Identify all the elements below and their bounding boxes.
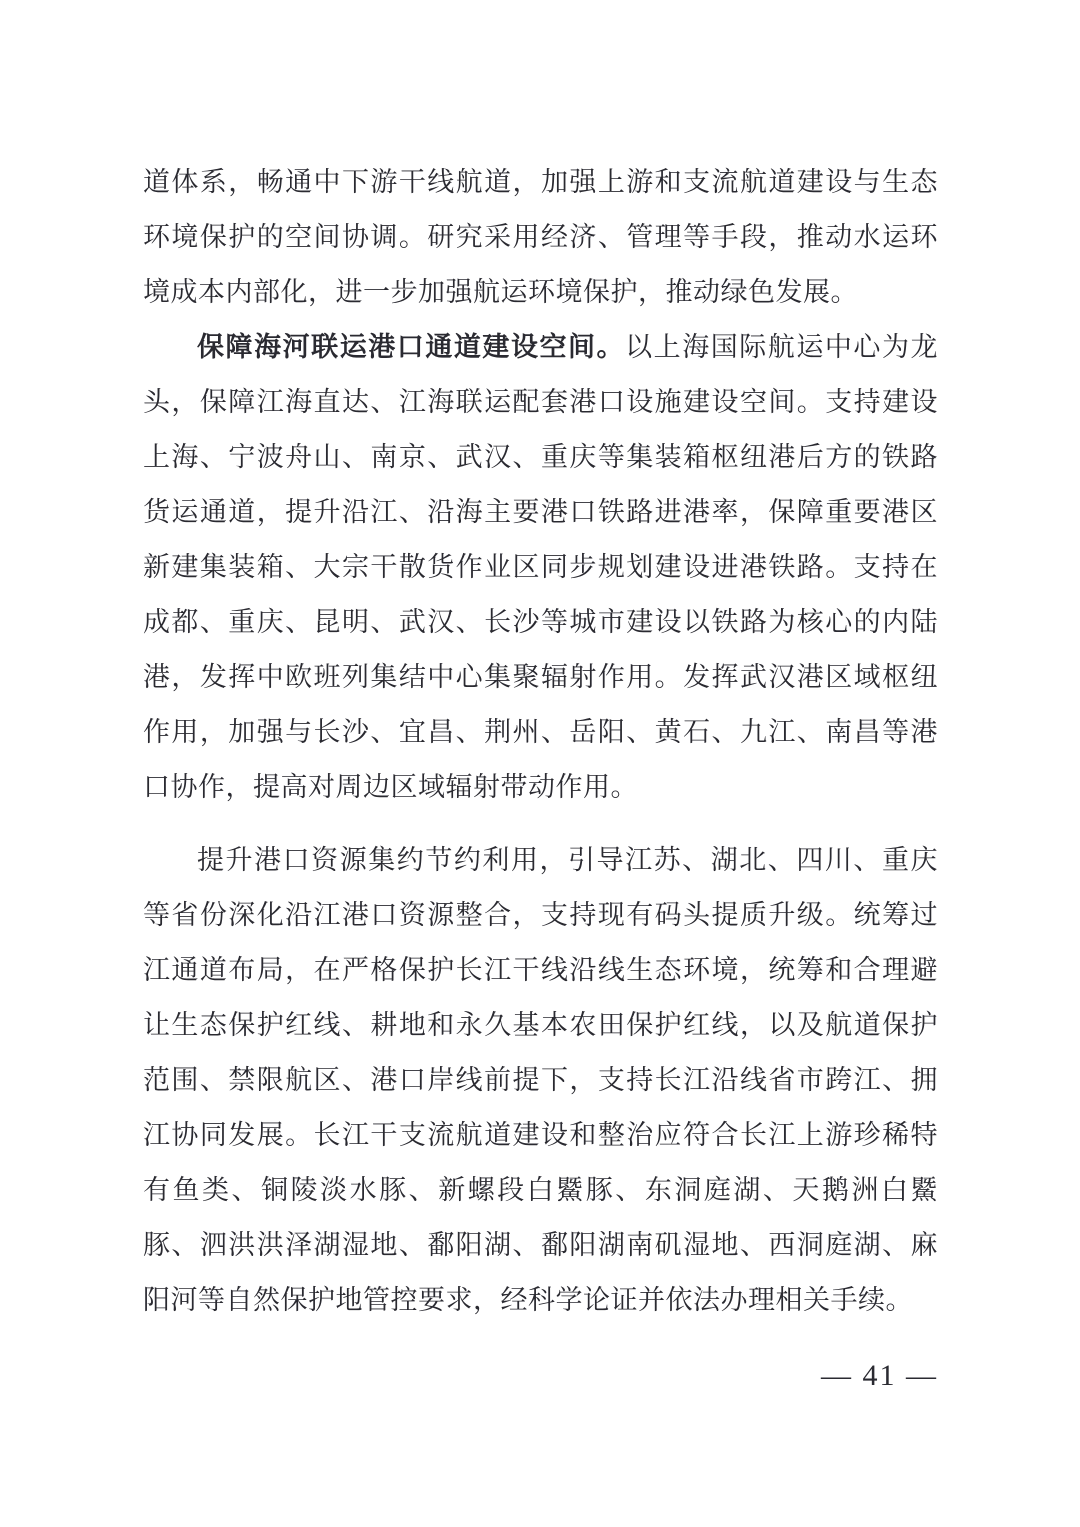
page-number: — 41 — xyxy=(821,1359,938,1392)
paragraph-text: 提升港口资源集约节约利用，引导江苏、湖北、四川、重庆等省份深化沿江港口资源整合，支持现有码头提质升级。统筹过江通道布局，在严格保护长江干线沿线生态环境，统筹和合理避让生态保护红线、耕地和永久基本农田保护红线，以及航道保护范围、禁限航区、港口岸线前提下，支持长江沿线省市跨江、拥江协同发展。长江干支流航道建设和整治应符合长江上游珍稀特有鱼类、铜陵淡水豚、新螺段白鱀豚、东洞庭湖、天鹅洲白鱀豚、泗洪洪泽湖湿地、鄱阳湖、鄱阳湖南矶湿地、西洞庭湖、麻阳河等自然保护地管控要求，经科学论证并依法办理相关手续。 xyxy=(143,845,938,1315)
paragraph-text: 道体系，畅通中下游干线航道，加强上游和支流航道建设与生态环境保护的空间协调。研究采用经济、管理等手段，推动水运环境成本内部化，进一步加强航运环境保护，推动绿色发展。 xyxy=(143,167,938,307)
paragraph-port-channel xyxy=(143,320,938,815)
paragraph-port-resources xyxy=(143,833,938,1328)
document-body xyxy=(143,155,938,1328)
paragraph-text: 以上海国际航运中心为龙头，保障江海直达、江海联运配套港口设施建设空间。支持建设上海、宁波舟山、南京、武汉、重庆等集装箱枢纽港后方的铁路货运通道，提升沿江、沿海主要港口铁路进港率，保障重要港区新建集装箱、大宗干散货作业区同步规划建设进港铁路。支持在成都、重庆、昆明、武汉、长沙等城市建设以铁路为核心的内陆港，发挥中欧班列集结中心集聚辐射作用。发挥武汉港区域枢纽作用，加强与长沙、宜昌、荆州、岳阳、黄石、九江、南昌等港口协作，提高对周边区域辐射带动作用。 xyxy=(143,332,939,802)
paragraph-continuation xyxy=(143,155,938,320)
paragraph-lead-bold: 保障海河联运港口通道建设空间。 xyxy=(197,332,626,362)
